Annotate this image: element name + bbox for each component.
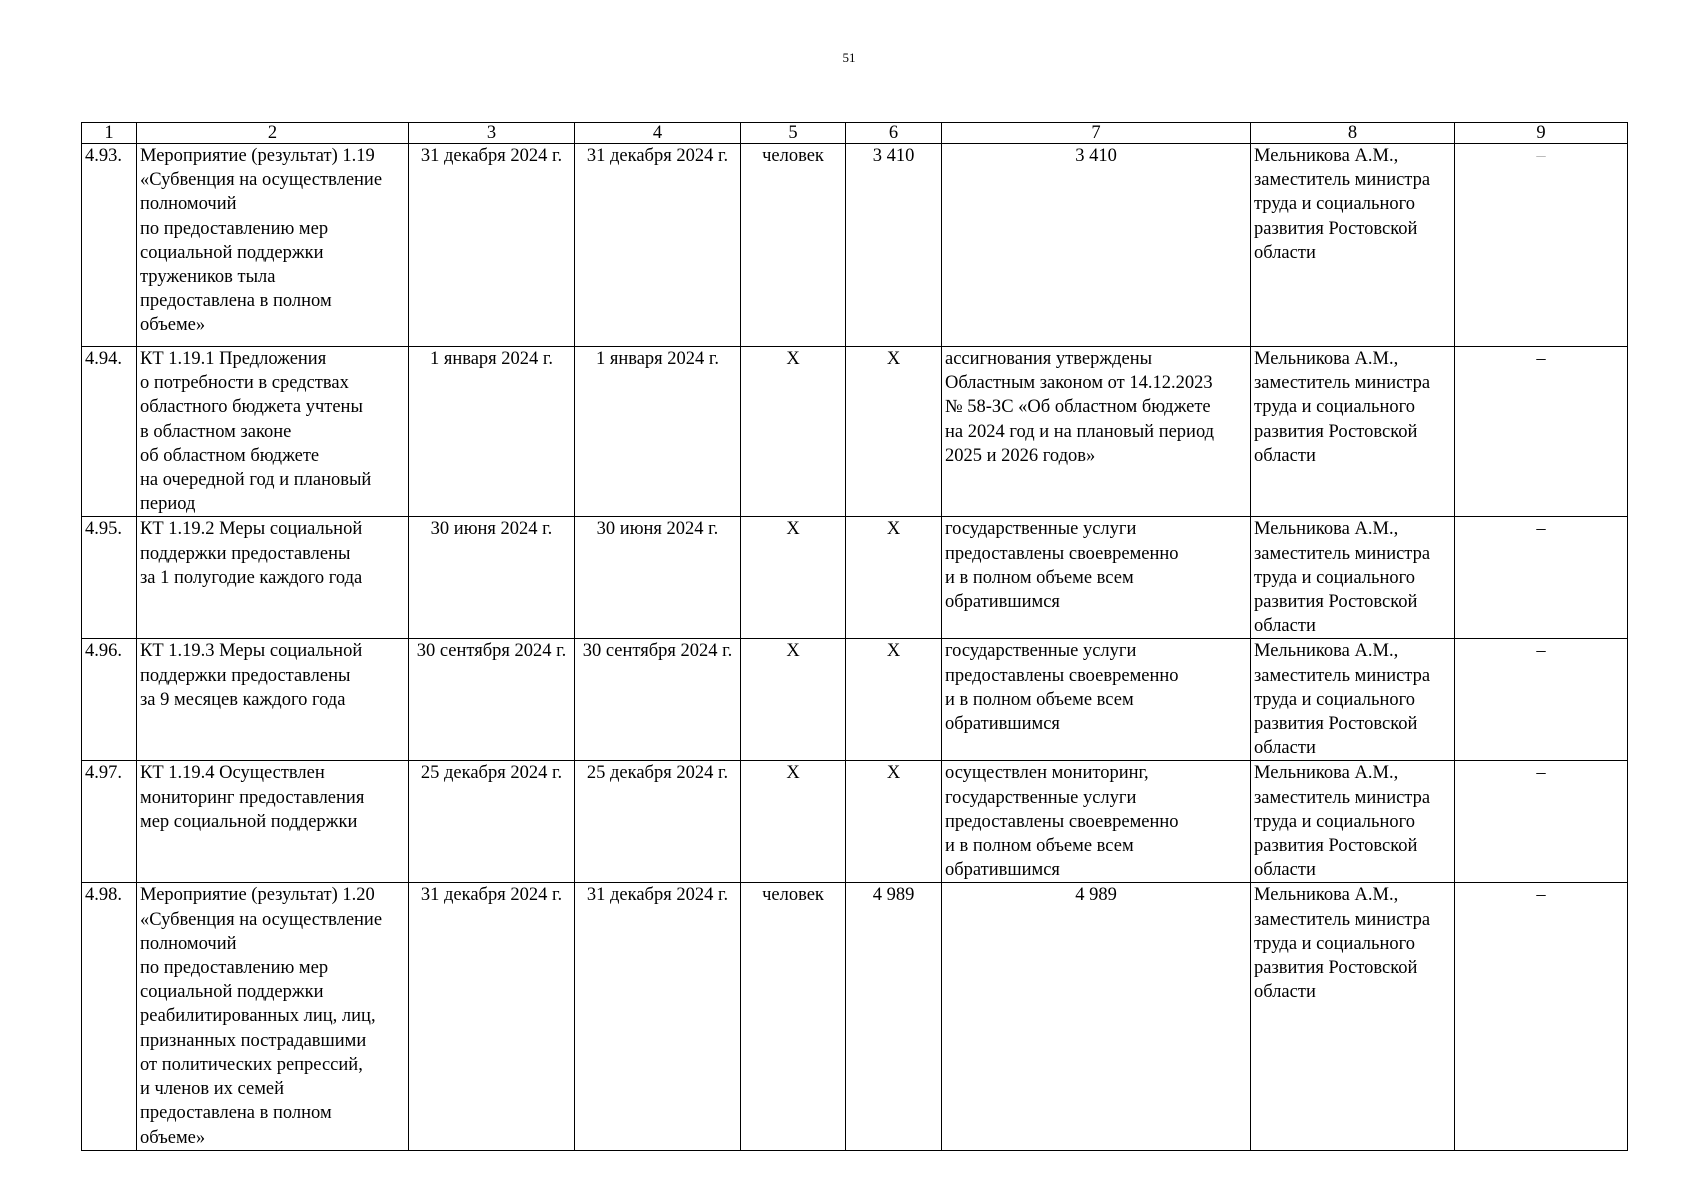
- row-unit: человек: [741, 883, 846, 1150]
- header-row: [82, 123, 1628, 144]
- row-fact-value: ассигнования утверждены Областным законом от 14.12.2023 № 58-ЗС «Об областном бюджете на 2024 год и на плановый период 2025 и 2026 годов»: [942, 347, 1251, 517]
- row-note: –: [1455, 761, 1628, 883]
- header-col-1: 1: [82, 123, 137, 144]
- row-unit: человек: [741, 144, 846, 347]
- row-note: –: [1455, 144, 1628, 347]
- row-end-date: 30 сентября 2024 г.: [575, 639, 741, 761]
- header-col-2: 2: [137, 123, 409, 144]
- row-end-date: 25 декабря 2024 г.: [575, 761, 741, 883]
- header-col-3: 3: [409, 123, 575, 144]
- header-col-5: 5: [741, 123, 846, 144]
- header-col-7: 7: [942, 123, 1251, 144]
- row-name: Мероприятие (результат) 1.19 «Субвенция на осуществление полномочий по предоставлению мер социальной поддержки тружеников тыла предоставлена в полном объеме»: [137, 144, 409, 347]
- row-number: 4.97.: [82, 761, 137, 883]
- row-name: КТ 1.19.1 Предложения о потребности в средствах областного бюджета учтены в областном законе об областном бюджете на очередной год и плановый период: [137, 347, 409, 517]
- row-name: КТ 1.19.4 Осуществлен мониторинг предоставления мер социальной поддержки: [137, 761, 409, 883]
- row-note: –: [1455, 517, 1628, 639]
- row-fact-value: государственные услуги предоставлены своевременно и в полном объеме всем обратившимся: [942, 517, 1251, 639]
- row-end-date: 30 июня 2024 г.: [575, 517, 741, 639]
- row-note: –: [1455, 639, 1628, 761]
- row-fact-value: 3 410: [942, 144, 1251, 347]
- header-col-4: 4: [575, 123, 741, 144]
- row-name: Мероприятие (результат) 1.20 «Субвенция на осуществление полномочий по предоставлению мер социальной поддержки реабилитированных лиц, лиц, признанных пострадавшими от политических репрессий, и членов их семей предоставлена в полном объеме»: [137, 883, 409, 1150]
- table-row: [82, 517, 1628, 639]
- row-number: 4.94.: [82, 347, 137, 517]
- table-row: [82, 144, 1628, 347]
- header-col-8: 8: [1251, 123, 1455, 144]
- row-responsible: Мельникова А.М., заместитель министра труда и социального развития Ростовской области: [1251, 883, 1455, 1150]
- table-row: [82, 761, 1628, 883]
- row-plan-value: 4 989: [846, 883, 942, 1150]
- row-start-date: 25 декабря 2024 г.: [409, 761, 575, 883]
- row-unit: Х: [741, 517, 846, 639]
- row-unit: Х: [741, 639, 846, 761]
- row-end-date: 1 января 2024 г.: [575, 347, 741, 517]
- row-start-date: 30 сентября 2024 г.: [409, 639, 575, 761]
- report-table: [81, 122, 1628, 1151]
- row-end-date: 31 декабря 2024 г.: [575, 883, 741, 1150]
- row-responsible: Мельникова А.М., заместитель министра труда и социального развития Ростовской области: [1251, 761, 1455, 883]
- row-fact-value: государственные услуги предоставлены своевременно и в полном объеме всем обратившимся: [942, 639, 1251, 761]
- row-responsible: Мельникова А.М., заместитель министра труда и социального развития Ростовской области: [1251, 347, 1455, 517]
- table-row: [82, 883, 1628, 1150]
- row-unit: Х: [741, 347, 846, 517]
- row-plan-value: Х: [846, 517, 942, 639]
- row-fact-value: осуществлен мониторинг, государственные услуги предоставлены своевременно и в полном объеме всем обратившимся: [942, 761, 1251, 883]
- page-number: 51: [842, 50, 856, 65]
- row-note: –: [1455, 347, 1628, 517]
- row-start-date: 31 декабря 2024 г.: [409, 144, 575, 347]
- header-col-6: 6: [846, 123, 942, 144]
- row-number: 4.98.: [82, 883, 137, 1150]
- row-name: КТ 1.19.3 Меры социальной поддержки предоставлены за 9 месяцев каждого года: [137, 639, 409, 761]
- row-end-date: 31 декабря 2024 г.: [575, 144, 741, 347]
- row-start-date: 1 января 2024 г.: [409, 347, 575, 517]
- row-number: 4.93.: [82, 144, 137, 347]
- row-name: КТ 1.19.2 Меры социальной поддержки предоставлены за 1 полугодие каждого года: [137, 517, 409, 639]
- table-row: [82, 347, 1628, 517]
- row-note: –: [1455, 883, 1628, 1150]
- row-plan-value: Х: [846, 639, 942, 761]
- row-fact-value: 4 989: [942, 883, 1251, 1150]
- row-responsible: Мельникова А.М., заместитель министра труда и социального развития Ростовской области: [1251, 144, 1455, 347]
- header-col-9: 9: [1455, 123, 1628, 144]
- row-unit: Х: [741, 761, 846, 883]
- table-row: [82, 639, 1628, 761]
- row-responsible: Мельникова А.М., заместитель министра труда и социального развития Ростовской области: [1251, 639, 1455, 761]
- row-number: 4.96.: [82, 639, 137, 761]
- row-number: 4.95.: [82, 517, 137, 639]
- row-plan-value: Х: [846, 761, 942, 883]
- row-plan-value: Х: [846, 347, 942, 517]
- row-start-date: 30 июня 2024 г.: [409, 517, 575, 639]
- row-start-date: 31 декабря 2024 г.: [409, 883, 575, 1150]
- row-responsible: Мельникова А.М., заместитель министра труда и социального развития Ростовской области: [1251, 517, 1455, 639]
- row-plan-value: 3 410: [846, 144, 942, 347]
